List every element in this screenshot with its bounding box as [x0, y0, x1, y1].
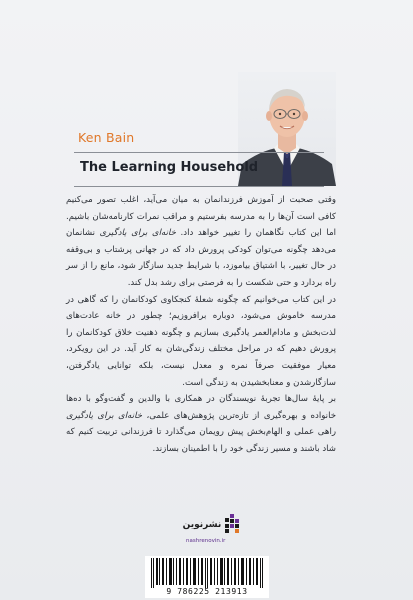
- blurb-paragraph-2: در این کتاب می‌خوانیم که چگونه شعلهٔ کنجکاوی کودکانمان را که گاهی در مدرسه خاموش می‌شود، دوباره برافروزیم؛ چطور در خانه عادت‌های لذت‌بخش و مادام‌العمر یادگیری بسازیم و چگونه ذهنیت خلاق کودکانمان را پرورش دهیم که در مراحل مختلف زندگی‌شان به کار آید. در این رویکرد، معیار موفقیت صرفاً نمره و معدل نیست، بلکه توانایی یادگرفتن، سازگارشدن و معنابخشیدن به زندگی است.: [66, 294, 336, 388]
- publisher-name: نشرنوین: [182, 520, 222, 530]
- blurb-paragraph-1: وقتی صحبت از آموزش فرزندانمان به میان می‌آید، اغلب تصور می‌کنیم کافی است آن‌ها را به مدرسه بفرستیم و مراقب نمرات کارنامه‌شان باشیم. اما این کتاب نگاهمان را تغییر خواهد داد. خانه‌ای برای یادگیری نشانمان می‌دهد چگونه می‌توان کودکی پرورش داد که در جهانی پرشتاب و بی‌وقفه در حال تغییر، با اشتیاق بیاموزد، با شرایط جدید سازگار شود، مانع را از سر راه بردارد و حتی شکست را به فرصتی برای رشد بدل کند.: [66, 195, 336, 288]
- isbn-barcode: [145, 556, 269, 598]
- publisher-logo-icon: [225, 514, 243, 536]
- title-bottom-rule: [74, 186, 324, 187]
- barcode-bars: [149, 558, 265, 588]
- book-title: The Learning Household: [80, 160, 259, 175]
- author-name: Ken Bain: [78, 130, 135, 145]
- blurb-text: [66, 192, 336, 458]
- isbn-number: 9 786225 213913: [166, 587, 248, 596]
- blurb-paragraph-3: بر پایهٔ سال‌ها تجربهٔ نویسندگان در همکاری با والدین و گفت‌وگو با ده‌ها خانواده و بهره‌گیری از تازه‌ترین پژوهش‌های علمی، خانه‌ای برای یادگیری راهی عملی و الهام‌بخش پیش رویمان می‌گذارد تا فرزندانی تربیت کنیم که شاد باشند و مسیر زندگی خود را با اطمینان بسازند.: [66, 394, 337, 454]
- publisher-url: nashrenovin.ir: [186, 538, 226, 544]
